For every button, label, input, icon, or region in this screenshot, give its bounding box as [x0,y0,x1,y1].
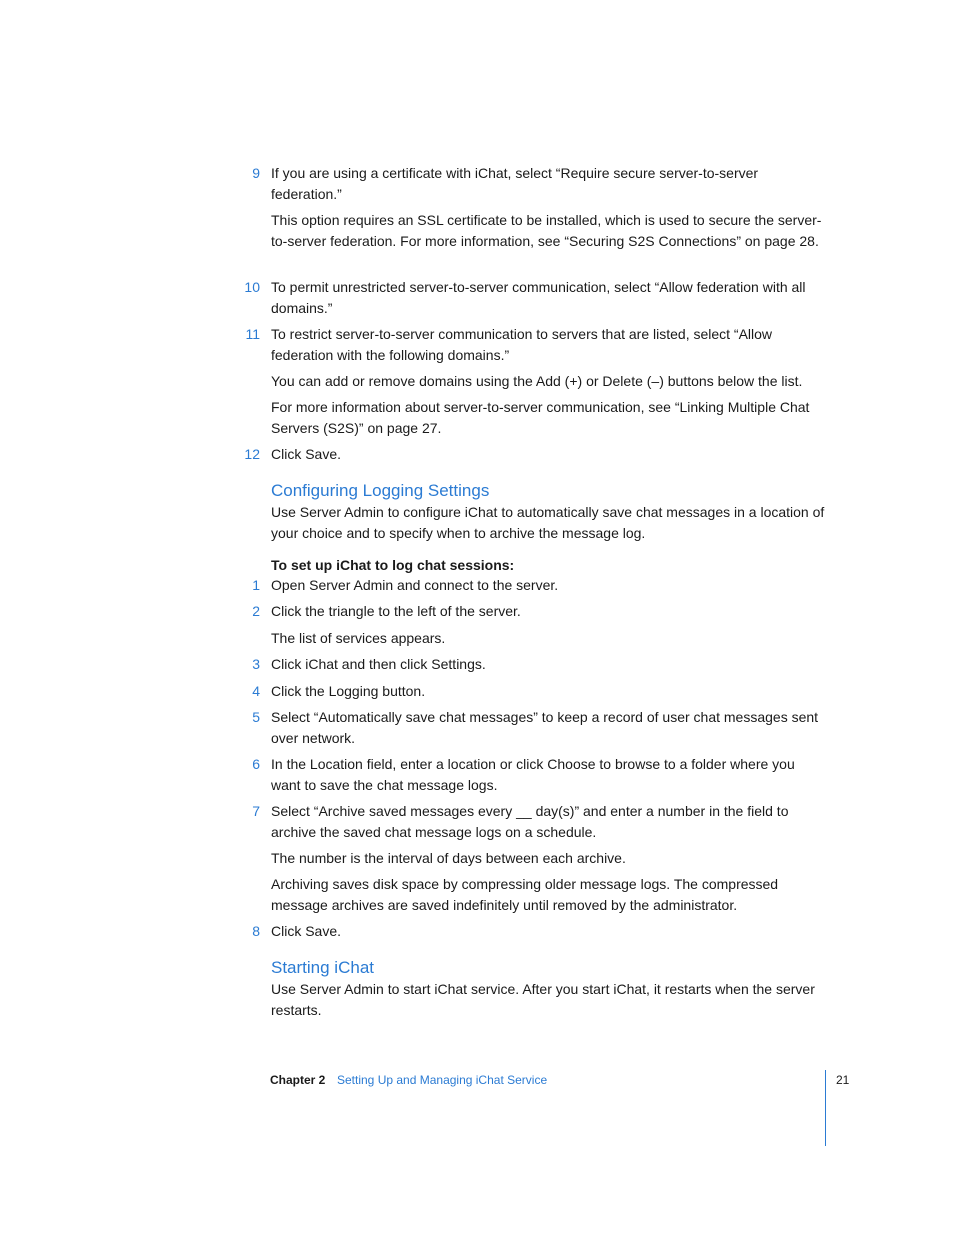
step-number: 12 [244,446,260,462]
step-text: If you are using a certificate with iChat, select “Require secure server-to-server federation.” [271,165,759,202]
step-number: 10 [244,279,260,295]
section-heading-logging: Configuring Logging Settings [271,481,490,500]
section-intro: Use Server Admin to start iChat service. After you start iChat, it restarts when the server restarts. [271,981,815,1018]
step-text: Click Save. [271,923,342,939]
step-number: 2 [252,603,260,619]
step-note: This option requires an SSL certificate to be installed, which is used to secure the server-to-server federation. For more information, see “Securing S2S Connections” on page 28. [271,212,822,249]
step-number: 11 [245,326,260,342]
section-heading-starting: Starting iChat [271,958,374,977]
footer-divider [825,1070,826,1146]
footer-chapter-title: Setting Up and Managing iChat Service [337,1073,548,1087]
step-text: Select “Automatically save chat messages” to keep a record of user chat messages sent over network. [271,709,819,746]
step-number: 1 [252,577,260,593]
step-text: Click iChat and then click Settings. [271,656,486,672]
step-note: Archiving saves disk space by compressing older message logs. The compressed message archives are saved indefinitely until removed by the administrator. [271,876,779,913]
task-label: To set up iChat to log chat sessions: [271,557,515,573]
step-note: The number is the interval of days between each archive. [271,850,626,866]
step-number: 8 [252,923,260,939]
step-text: In the Location field, enter a location or click Choose to browse to a folder where you want to save the chat message logs. [271,756,795,793]
page-number: 21 [836,1073,850,1087]
step-text: To permit unrestricted server-to-server communication, select “Allow federation with all domains.” [271,279,806,316]
step-number: 9 [252,165,260,181]
step-text: Click the Logging button. [271,683,426,699]
footer-chapter-label: Chapter 2 [270,1073,326,1087]
section-intro: Use Server Admin to configure iChat to automatically save chat messages in a location of your choice and to specify when to archive the message log. [271,504,825,541]
step-text: Open Server Admin and connect to the server. [271,577,559,593]
step-note: You can add or remove domains using the Add (+) or Delete (–) buttons below the list. [271,373,803,389]
step-number: 4 [252,683,260,699]
step-text: Select “Archive saved messages every __ day(s)” and enter a number in the field to archive the saved chat message logs on a schedule. [271,803,789,840]
step-number: 5 [252,709,260,725]
step-note: The list of services appears. [271,630,446,646]
step-text: Click Save. [271,446,342,462]
step-number: 6 [252,756,260,772]
step-number: 7 [252,803,260,819]
step-note: For more information about server-to-server communication, see “Linking Multiple Chat Servers (S2S)” on page 27. [271,399,810,436]
step-text: To restrict server-to-server communication to servers that are listed, select “Allow federation with the following domains.” [271,326,773,363]
step-number: 3 [252,656,260,672]
step-text: Click the triangle to the left of the server. [271,603,521,619]
